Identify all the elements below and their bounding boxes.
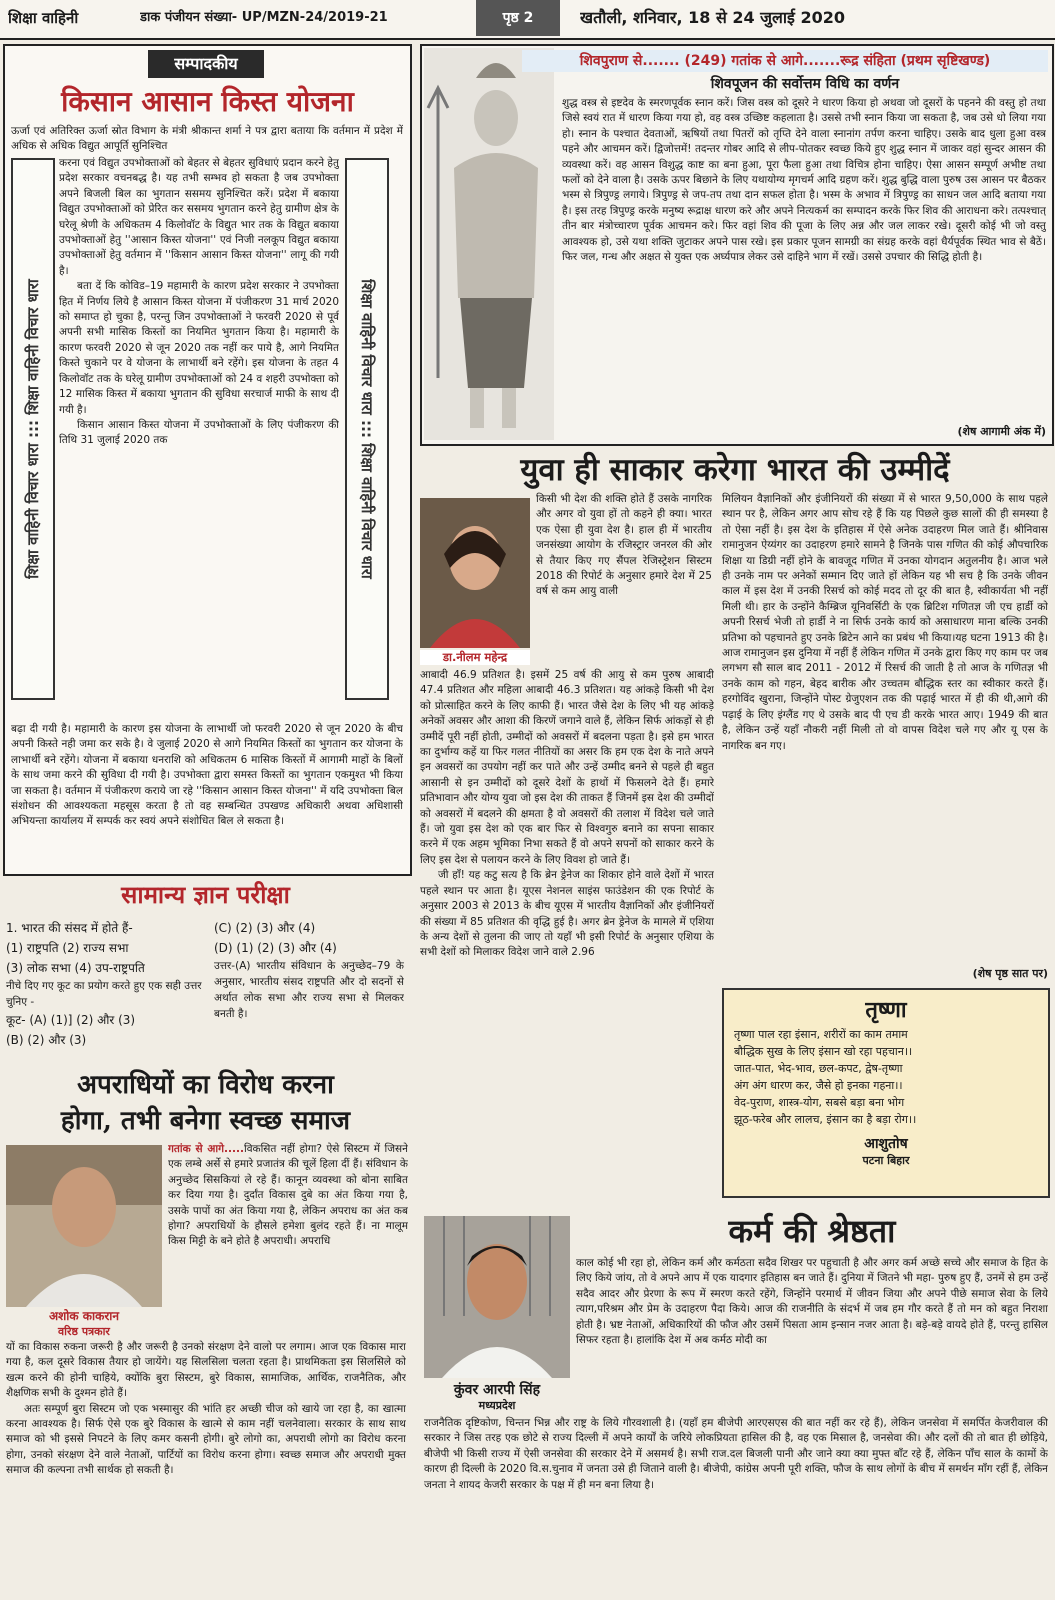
poem-author: आशुतोष bbox=[864, 1136, 908, 1152]
author-name-rp-singh: कुंवर आरपी सिंह bbox=[453, 1382, 541, 1398]
shiv-continued: (शेष आगामी अंक में) bbox=[957, 425, 1046, 438]
shiva-figure-icon bbox=[424, 48, 554, 440]
author-place-rp-singh: मध्यप्रदेश bbox=[478, 1399, 516, 1412]
poem-line: तृष्णा पाल रहा इंसान, शरीरों का काम तमाम bbox=[734, 1028, 908, 1041]
youth-column-2 bbox=[722, 492, 1048, 980]
editorial-headline: किसान आसान किस्त योजना bbox=[61, 85, 354, 118]
karma-para-1: काल कोई भी रहा हो, लेकिन कर्म और कर्मठता सदैव शिखर पर पहुचाती है और अगर कर्म अच्छे सच्चे और समाज के हित के लिए किये जांय, तो वे अपने आप में एक यादगार इतिहास बन जाते हैं। दुनिया में जितने भी महा- पुरुष हुए हैं, उनमें से हम उन्हें सदैव आदर और प्रेरणा के रूप में स्मरण करते रहेंगे, जिन्होंने परमार्थ में जीवन जिया और अपने पीछे समाज सेवा के लिये त्याग,परिश्रम और प्रेम के उदाहरण पैदा किये। आज की राजनीति के संदर्भ में जब हम गौर करते हैं तो मन को बहुत निराशा होती है। भ्रष्ट नेताओं, अधिकारियों की फौज और उसमें पिसता आम इन्सान नजर आता है। बड़े-बड़े वायदे होते हैं, परन्तु हासिल सिफर रहता है। हालांकि देश में अब कर्मठ मोदी का bbox=[576, 1257, 1048, 1347]
page-number: पृष्ठ 2 bbox=[476, 0, 560, 36]
crime-column-text: विकसित नहीं होगा? ऐसे सिस्टम में जिसने एक लम्बे अर्से से हमारे प्रजातंत्र की चूलें हिला दीं हैं। संविधान के अनुच्छेद सिसकियां ले रहे हैं। कानून व्यवस्था को बोना साबित कर दिया गया है। दुर्दांत विकास दुबे का अंत किया गया है, उसके पापों का अंत किया गया है, लेकिन अपराध का अंत कब होगा? अपराधियों के हौसले हमेशा बुलंद रहते हैं। ना मालूम किस मिट्टी के बने होते है अपराधी। अपराधि bbox=[168, 1143, 408, 1248]
shiva-illustration bbox=[424, 48, 554, 440]
author-name-ashok: अशोक काकरान bbox=[48, 1309, 120, 1323]
editorial-tag: सम्पादकीय bbox=[148, 50, 264, 78]
shiv-body-wrap bbox=[562, 96, 1046, 424]
crime-headline-line-2: होगा, तभी बनेगा स्वच्छ समाज bbox=[60, 1106, 351, 1136]
quiz-option-line: (3) लोक सभा (4) उप-राष्ट्रपति bbox=[6, 961, 145, 975]
karma-para-2: राजनैतिक दृष्टिकोण, चिन्तन भिन्न और राष्ट्र के लिये गौरवशाली है। (यहाँ हम बीजेपी आरएसएस की बात नहीं कर रहे हैं), लेकिन जनसेवा में समर्पित केजरीवाल की सरकार ने जिस तरह एक छोटे से राज्य दिल्ली में अपने कार्यों के जरिये लोकप्रियता हासिल की है, वह एक मिसाल है, जनसेवा की। और दलों की तो बात ही छोड़िये, बीजेपी भी किसी राज्य में ऐसी जनसेवा की सरकार देने में असमर्थ है। सभी राज.दल बिजली पानी और जाने क्या क्या मुफ्त बाँट रहे हैं, लेकिन पाँच साल के कामों के कारण ही दिल्ली के 2020 वि.स.चुनाव में जनता उसे ही जिताने वाली है। बीजेपी, कांग्रेस अपनी पूरी शक्ति, फौज के साथ लोगों के बीच में समर्थन माँग रहीं हैं, लेकिन जनता ने शायद केजरी सरकार के पक्ष में ही मन बना लिया है। bbox=[424, 1417, 1048, 1491]
author-role-ashok: वरिष्ठ पत्रकार bbox=[58, 1325, 110, 1338]
editorial-tail: बढ़ा दी गयी है। महामारी के कारण इस योजना के लाभार्थी जो फरवरी 2020 से जून 2020 के बीच अपनी किस्ते नही जमा कर सके है। वे जुलाई 2020 से आगे नियमित किस्तों का भुगतान कर योजना के लाभार्थी बने रहेंगे। योजना में बकाया धनराशि को अधिकतम 6 मासिक किस्तों में आगामी माहों के बिलों के साथ जमा करने की सुविधा दी गयी है। उपभोक्ता द्वारा समस्त किस्तों का भुगतान एकमुश्त भी किया जा सकता है। वर्तमान में पंजीकरण कराये जा रहे ''किसान आसान किस्त योजना'' में यदि उपभोक्ता बिल संशोधन की आवश्यकता महसूस करता है तो वह सम्बन्धित उपखण्ड अधिकारी अथवा अधिशासी अभियन्ता कार्यालय में सम्पर्क कर स्वयं अपने संशोधित बिल ले सकता है। bbox=[11, 723, 403, 828]
quiz-left bbox=[6, 918, 206, 1058]
editorial-para-2: बता दें कि कोविड–19 महामारी के कारण प्रदेश सरकार ने उपभोक्ता हित में निर्णय लिये है आसान किस्त योजना में पंजीकरण 31 मार्च 2020 को समाप्त हो चुका है, परन्तु जिन उपभोक्ताओं ने फरवरी 2020 से पूर्व अपनी सभी मासिक किस्तों का नियमित भुगतान किया है। महामारी के कारण फरवरी 2020 से जून 2020 तक नहीं कर पाये है, आगे नियमित किस्ते चुकाने पर वे योजना के लाभार्थी बने रहेंगे। इस योजना के तहत 4 किलोवॉट तक के घरेलू ग्रामीण उपभोक्ताओं को 24 व शहरी उपभोक्ता को 12 मासिक किस्त में बकाया भुगतान की सुविधा सरचार्ज माफी के साथ दी गयी है। bbox=[59, 280, 339, 416]
poem-line: अंग अंग धारण कर, जैसे हो इनका गहना।। bbox=[734, 1079, 903, 1092]
editorial-para-1: करना एवं विद्युत उपभोक्ताओं को बेहतर से बेहतर सुविधाएं प्रदान करने हेतु प्रदेश सरकार वचनबद्ध है। यह तभी सम्भव हो सकता है जब उपभोक्ता अपने बिजली बिल का भुगतान ससमय सुनिश्चित करें। प्रदेश में बकाया विद्युत उपभोक्ताओं को प्रेरित कर ससमय भुगतान करने हेतु ग्रामीण क्षेत्र के घरेलू श्रेणी के अधिकतम 4 किलोवॉट के विद्युत भार तक के विद्युत बकाया उपभोक्ताओं हेतु ''आसान किस्त योजना'' एवं निजी नलकूप विद्युत बकाया उपभोक्ताओं हेतु वर्तमान में ''किसान आसान किस्त योजना'' लागू की गयी है। bbox=[59, 157, 339, 277]
youth-column-1 bbox=[420, 668, 714, 1206]
crime-body bbox=[6, 1340, 406, 1596]
poem-line: झूठ-फरेब और लालच, इंसान का है बड़ा रोग।। bbox=[734, 1113, 917, 1126]
youth-headline: युवा ही साकार करेगा भारत की उम्मीदें bbox=[520, 452, 950, 488]
vertical-banner-left bbox=[11, 158, 55, 700]
quiz-option-line: (1) राष्ट्रपति (2) राज्य सभा bbox=[6, 941, 129, 955]
youth-continued: (शेष पृष्ठ सात पर) bbox=[972, 967, 1048, 980]
author-photo-ashok bbox=[6, 1145, 162, 1307]
karma-body bbox=[424, 1416, 1048, 1596]
portrait-placeholder-icon bbox=[420, 498, 530, 648]
crime-para-2: अतः सम्पूर्ण बुरा सिस्टम जो एक भस्मासुर की भांति हर अच्छी चीज को खाये जा रहा है, का खात्मा करना आवश्यक है। सिर्फ ऐसे एक बुरे विकास के खात्मे से काम नहीं चलनेवाला। सरकार के साथ साथ समाज को भी इससे निपटने के लिए कमर कसनी होगी। बुरे लोगो का, अपराधी लोगो का विरोध करना होगा, उनको संरक्षण देने वाले नेताओं, पार्टियों का विरोध करना होगा। स्वच्छ समाज और अपराधी मुक्त समाज की कल्पना तभी सार्थक हो सकती है। bbox=[6, 1402, 406, 1477]
quiz-right bbox=[214, 918, 404, 1058]
quiz-question: 1. भारत की संसद में होते हैं- bbox=[6, 921, 133, 935]
karma-headline: कर्म की श्रेष्ठता bbox=[728, 1212, 896, 1250]
postal-registration: डाक पंजीयन संख्या- UP/MZN-24/2019-21 bbox=[140, 10, 388, 25]
portrait-placeholder-icon bbox=[6, 1145, 162, 1307]
quiz-instruction: नीचे दिए गए कूट का प्रयोग करते हुए एक सही उत्तर चुनिए - bbox=[6, 980, 202, 1008]
quiz-answer: उत्तर-(A) भारतीय संविधान के अनुच्छेद–79 के अनुसार, भारतीय संसद राष्ट्रपति और दो सदनों से अर्थात लोक सभा और राज्य सभा से मिलकर बनती है। bbox=[214, 960, 404, 1020]
portrait-placeholder-icon bbox=[424, 1216, 570, 1378]
youth-para-2: जी हाँ! यह कटु सत्य है कि ब्रेन ड्रेनेज का शिकार होने वाले देशों में भारत पहले स्थान पर आता है। यूएस नेशनल साइंस फाउंडेशन की एक रिपोर्ट के अनुसार 2003 से 2013 के बीच यूएस में भारतीय वैज्ञानिकों और इंजीनियरों की संख्या में 85 प्रतिशत की वृद्धि हुई है। अगर ब्रेन ड्रेनेज के मामले में एशिया के अन्य देशों से तुलना की जाए तो यहाँ भी इसी रिपोर्ट के अनुसार एशिया के सभी देशों को मिलाकर विदेश जाने वाले 2.96 bbox=[420, 869, 714, 959]
editorial-para-3: किसान आसान किस्त योजना में उपभोक्ताओं के लिए पंजीकरण की तिथि 31 जुलाई 2020 तक bbox=[59, 418, 339, 447]
shiv-purana-box bbox=[420, 44, 1054, 446]
crime-para-1: यों का विकास रुकना जरूरी है और जरूरी है उनको संरक्षण देने वालो पर लगाम। आज एक विकास मारा गया है, कल दूसरे विकास तैयार हो जायेंगे। यह सिलसिला चलता रहता है। प्राथमिकता इस सिलसिले को खत्म करने की होनी चाहिये, क्योंकि बुरा सिस्टम, बुरे विकास, सामाजिक, आर्थिक, राजनैतिक, और शैक्षणिक सभी के दुश्मन होते हैं। bbox=[6, 1341, 406, 1400]
quiz-option-line: (C) (2) (3) और (4) bbox=[214, 921, 316, 935]
editorial-box bbox=[3, 44, 412, 876]
author-name-neelam: डा.नीलम महेन्द्र bbox=[420, 650, 530, 665]
quiz-option-line: (B) (2) और (3) bbox=[6, 1033, 87, 1047]
page-header bbox=[0, 0, 1055, 40]
author-photo-neelam bbox=[420, 498, 530, 648]
crime-column bbox=[168, 1142, 408, 1342]
vertical-banner-right bbox=[345, 158, 389, 700]
karma-column bbox=[576, 1256, 1048, 1416]
poem-place: पटना बिहार bbox=[862, 1154, 910, 1167]
vertical-banner-left-text: शिक्षा वाहिनी विचार धारा ::: शिक्षा वाहिनी विचार धारा bbox=[24, 279, 42, 579]
youth-column-top: किसी भी देश की शक्ति होते हैं उसके नागरिक और अगर वो युवा हों तो कहने ही क्या। भारत एक ऐसा ही युवा देश है। हाल ही में भारतीय जनसंख्या आयोग के रजिस्ट्रार जनरल की ओर से तैयार किए गए सैंपल रेजिस्ट्रेशन सिस्टम 2018 की रिपोर्ट के अनुसार हमारे देश में 25 वर्ष से कम आयु वाली bbox=[536, 493, 712, 598]
crime-headline-line-1: अपराधियों का विरोध करना bbox=[77, 1070, 334, 1100]
shiv-subhead: शिवपूजन की सर्वोत्तम विधि का वर्णन bbox=[710, 76, 900, 92]
poem-box bbox=[722, 988, 1050, 1198]
poem-line: बौद्धिक सुख के लिए इंसान खो रहा पहचान।। bbox=[734, 1045, 913, 1058]
masthead: शिक्षा वाहिनी bbox=[8, 9, 79, 27]
crime-continued-tag: गतांक से आगे..... bbox=[168, 1143, 244, 1155]
shiv-body: शुद्ध वस्त्र से इष्टदेव के स्मरणपूर्वक स्नान करें। जिस वस्त्र को दूसरे ने धारण किया हो अथवा जो दूसरों के पहनने की वस्तु हो तथा जिसे स्वयं रात में धारण किया गया हो, वह वस्त्र उच्छिष्ट कहलाता है। उससे तभी स्नान किया जा सकता है, जब उसे धो लिया गया हो। स्नान के पश्चात देवताओं, ऋषियों तथा पितरों को तृप्ति देने वाला स्नानांग तर्पण करना चाहिए। उसके बाद धुला हुआ वस्त्र पहने और आचमन करें। द्विजोत्तमें! तदन्तर गोबर आदि से लीप-पोतकर स्वच्छ किये हुए शुद्ध स्नान में जाकर वहां सुन्दर आसन की व्यवस्था करें। वह आसन विशुद्ध काष्ट का बना हुआ, पूरा फैला हुआ तथा विचित्र होना चाहिए। ऐसा आसन सम्पूर्ण अभीष्ट तथा फलों को देने वाला है। उसके ऊपर बिछाने के लिए यथायोग्य मृगचर्म आदि ग्रहण करें। शुद्ध बुद्धि वाला पुरुष उस आसन पर बैठकर भस्म से त्रिपुण्ड्र लगाये। त्रिपुण्ड्र से जप-तप तथा दान सफल होता है। भस्म के अभाव में त्रिपुण्ड्र का साधन जल आदि बताया गया है। इस तरह त्रिपुण्ड्र करके मनुष्य रूद्राक्ष धारण करे और अपने नित्यकर्म का सम्पादन करके फिर शिव की आराधना करे। तत्पश्चात् तीन बार मंत्रोच्चारण पूर्वक आचमन करे। फिर वहां शिव की पूजा के लिए अन्न और जल लाकर रखे। दूसरी कोई भी जो वस्तु आवश्यक हो, उसे यथा शक्ति जुटाकर अपने पास रखे। इस प्रकार पूजन सामग्री का संग्रह करके वहां धैर्यपूर्वक स्थित भाव से बैठें। फिर जल, गन्ध और अक्षत से युक्त एक अर्घ्यपात्र लेकर उसे दाहिने भाग में रखें। उससे उपचार की सिद्धि होती है। bbox=[562, 97, 1046, 264]
dateline: खतौली, शनिवार, 18 से 24 जुलाई 2020 bbox=[580, 8, 846, 27]
quiz-headline: सामान्य ज्ञान परीक्षा bbox=[121, 880, 290, 909]
author-photo-rp-singh bbox=[424, 1216, 570, 1378]
quiz-option-line: कूट- (A) (1)] (2) और (3) bbox=[6, 1013, 136, 1027]
youth-para-3: मिलियन वैज्ञानिकों और इंजीनियरों की संख्या में से भारत 9,50,000 के साथ पहले स्थान पर है, लेकिन अगर आप सोच रहे हैं कि यह पिछले कुछ सालों की ही समस्या है तो ऐसा नहीं है। इस देश के इतिहास में ऐसे अनेक उदाहरण मिल जाते हैं। श्रीनिवास रामानुजन ऐय्यंगर का उदाहरण हमारे सामने है जिनके पास गणित की कोई औपचारिक शिक्षा या डिग्री नहीं होने के बावजूद गणित में उनका योगदान अतुलनीय है। आज भले ही उनके नाम पर अनेकों सम्मान दिए जाते हों लेकिन यह भी सच है कि उनके जीवन काल में इस देश में उनकी रिसर्च को कोई मदद तो दूर की बात है, स्वीकार्यता भी नहीं मिली थी। हार के उन्होंने कैम्ब्रिज यूनिवर्सिटी के एक ब्रिटिश गणितज्ञ जी एच हार्डी को अपनी रिसर्च भेजी तो हार्डी ने ना सिर्फ उनके कार्य को असाधारण माना बल्कि उनकी प्रतिभा को पहचानते हुए उनके ब्रिटेन आने का प्रबंध भी किया।यह घटना 1913 की है।आज रामानुजन इस दुनिया में नहीं हैं लेकिन गणित में उनके द्वारा किए गए काम पर जब लगभग सौ साल बाद 2011 - 2012 में रिसर्च की जाती है तो आज के गणितज्ञ भी उनके काम को गहन, बेहद बारीक और उच्चतम बौद्धिक स्तर का स्वीकार करते हैं। हरगोविंद खुराना, जिन्होंने पोस्ट ग्रेजुएशन तक की पढ़ाई भारत में ही की थी,आगे की पढ़ाई के लिए इंग्लैंड गए थे उसके बाद पी एच डी करके भारत आए। 1949 की बात है, लेकिन उन्हें यहाँ नौकरी नहीं मिली तो वो वापस विदेश चले गए और यू एस के नागरिक बन गए। bbox=[722, 493, 1048, 752]
editorial-middle-column bbox=[59, 156, 339, 718]
poem-title: तृष्णा bbox=[865, 997, 907, 1023]
editorial-lead: ऊर्जा एवं अतिरिक्त ऊर्जा स्रोत विभाग के मंत्री श्रीकान्त शर्मा ने पत्र द्वारा बताया कि वर्तमान में प्रदेश में अधिक से अधिक विद्युत आपूर्ति सुनिश्चित bbox=[11, 125, 403, 153]
poem-line: वेद-पुराण, शास्त्र-योग, सबसे बड़ा बना भोग bbox=[734, 1096, 905, 1109]
shiv-kicker: शिवपुराण से....... (249) गतांक से आगे.......रूद्र संहिता (प्रथम सृष्टिखण्ड) bbox=[522, 50, 1048, 72]
poem-line: जात-पात, भेद-भाव, छल-कपट, द्वेष-तृष्णा bbox=[734, 1062, 903, 1075]
youth-para-1: आबादी 46.9 प्रतिशत है। इसमें 25 वर्ष की आयु से कम पुरुष आबादी 47.4 प्रतिशत और महिला आबादी 46.3 प्रतिशत। यह आंकड़े किसी भी देश को प्रोत्साहित करने के लिए काफी हैं। भारत जैसे देश के लिए भी यह आंकड़े अनेकों अवसर और आशा की किरणें जगाने वाले हैं, लेकिन सिर्फ आंकड़ों से ही उम्मीदें पूरी नहीं होती, उम्मीदों को अवसरों में बदलना पड़ता है। इसे हम भारत का दुर्भाग्य कहें या फिर गलत नीतियों का असर कि हम एक देश के नाते अपने इन अवसरों का उपयोग नहीं कर पाते और उन्हें उम्मीद बनने से पहले ही बहुत आसानी से इन उम्मीदों को दूसरे देशों के हाथों में फिसलने देते हैं। हमारे प्रतिभावान और योग्य युवा जो इस देश की ताकत हैं जिनमें इस देश की उम्मीदों को अवसरों में बदलने की क्षमता है वो अवसरों की तलाश में विदेश चले जाते हैं। जो युवा इस देश को एक बार फिर से विश्वगुरु बनाने का सपना साकार करने में एक अहम भूमिका निभा सकते हैं वो अपने सपनों को साकार करने के लिए इस देश से पलायन करने के लिए विवश हो जाते हैं। bbox=[420, 669, 714, 866]
quiz-option-line: (D) (1) (2) (3) और (4) bbox=[214, 941, 337, 955]
vertical-banner-right-text: शिक्षा वाहिनी विचार धारा ::: शिक्षा वाहिनी विचार धारा bbox=[358, 279, 376, 579]
